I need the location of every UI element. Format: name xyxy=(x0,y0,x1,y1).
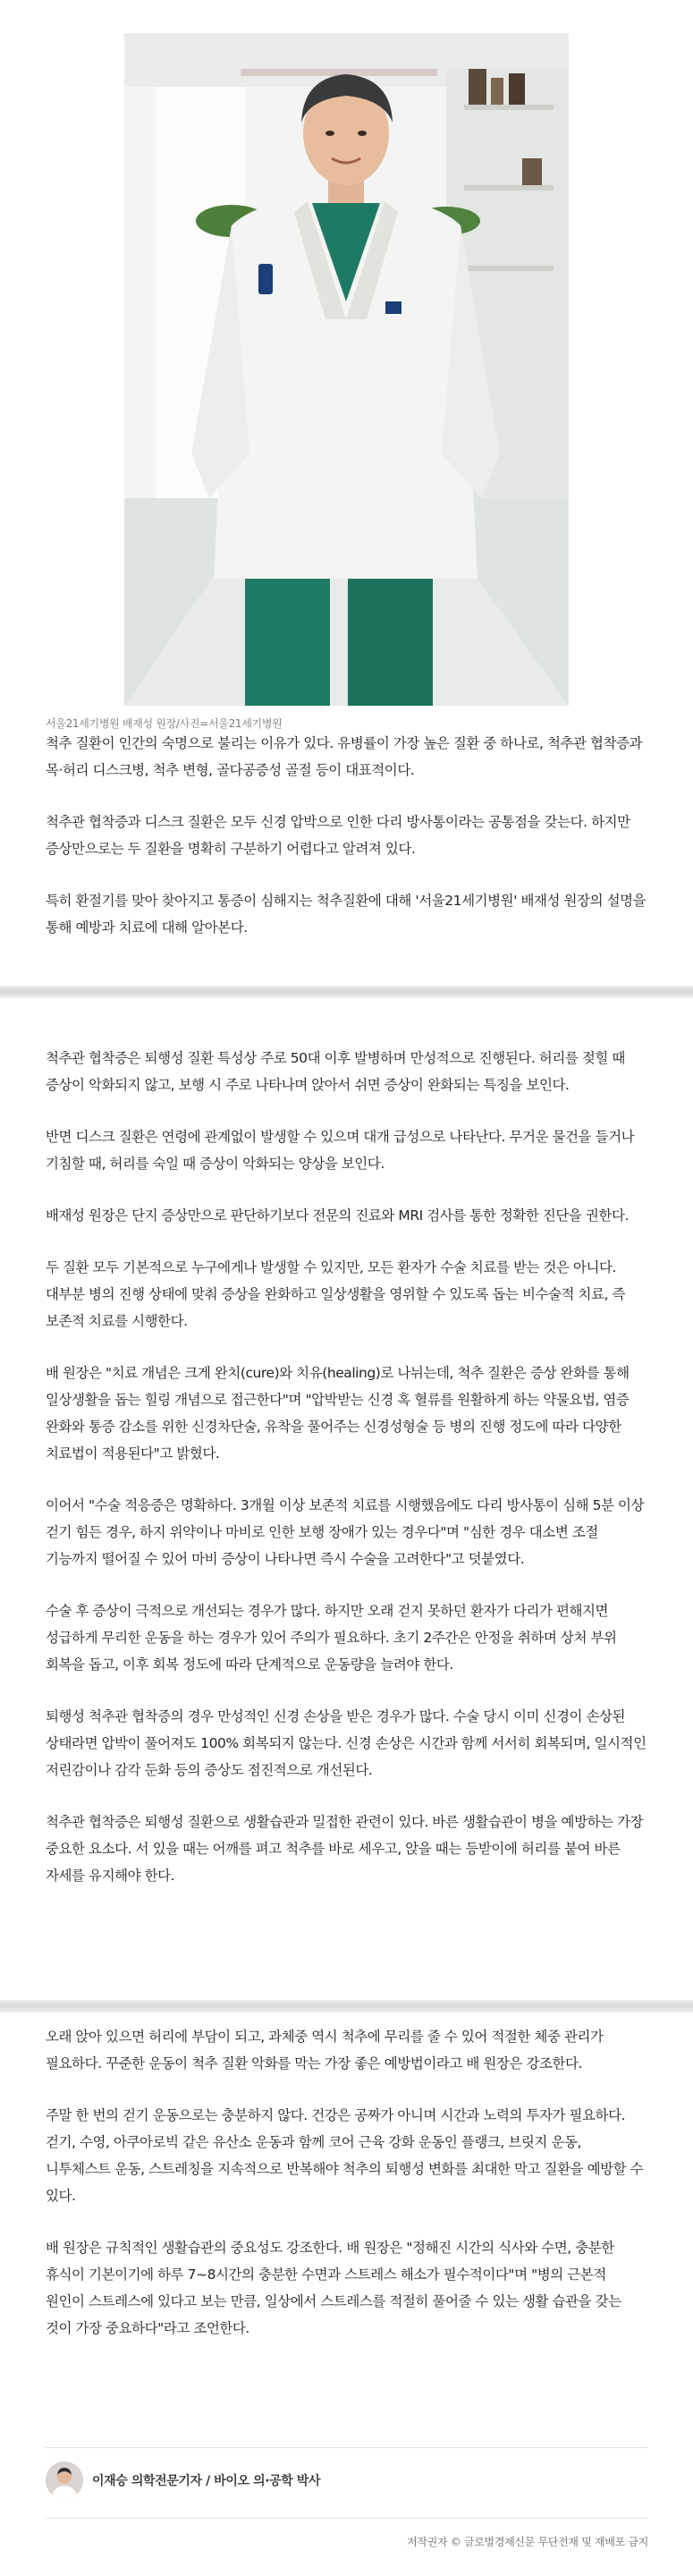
byline-bottom-divider xyxy=(46,2518,648,2519)
paragraph: 척추 질환이 인간의 숙명으로 불리는 이유가 있다. 유병률이 가장 높은 질환 중 하나로, 척추관 협착증과 목·허리 디스크병, 척추 변형, 골다공증성 골절 등이 대표적이다. xyxy=(46,735,643,778)
paragraph: 배 원장은 규칙적인 생활습관의 중요성도 강조한다. 배 원장은 "정해진 시간의 식사와 수면, 충분한 휴식이 기본이기에 하루 7~8시간의 충분한 수면과 스트레스 해소가 필수적이다"며 "병의 근본적 원인이 스트레스에 있다고 보는 만큼, 일상에서 스트레스를 적절히 풀어줄 수 있는 생활 습관을 갖는 것이 가장 중요하다"라고 조언한다. xyxy=(46,2240,621,2336)
paragraph: 수술 후 증상이 극적으로 개선되는 경우가 많다. 하지만 오래 걷지 못하던 환자가 다리가 편해지면 성급하게 무리한 운동을 하는 경우가 있어 주의가 필요하다. 초기 2주간은 안정을 취하며 상처 부위 회복을 돕고, 이후 회복 정도에 따라 단계적으로 운동량을 늘려야 한다. xyxy=(46,1603,617,1673)
paragraph: 배 원장은 "치료 개념은 크게 완치(cure)와 치유(healing)로 나뉘는데, 척추 질환은 증상 완화를 통해 일상생활을 돕는 힐링 개념으로 접근한다"며 "압박받는 신경 혹 혈류를 원활하게 하는 약물요법, 염증 완화와 통증 감소를 위한 신경차단술, 유착을 풀어주는 신경성형술 등 병의 진행 정도에 따라 다양한 치료법이 적용된다"고 밝혔다. xyxy=(46,1365,630,1462)
article-section-1 xyxy=(46,730,648,966)
paragraph: 주말 한 번의 걷기 운동으로는 충분하지 않다. 건강은 공짜가 아니며 시간과 노력의 투자가 필요하다. 걷기, 수영, 아쿠아로빅 같은 유산소 운동과 함께 코어 근육 강화 운동인 플랭크, 브릿지 운동, 니투체스트 운동, 스트레칭을 지속적으로 반복해야 척추의 퇴행성 변화를 최대한 막고 질환을 예방할 수 있다. xyxy=(46,2107,644,2204)
photo-caption: 서울21세기병원 배재성 원장/사진=서울21세기병원 xyxy=(46,717,283,730)
paragraph: 오래 앉아 있으면 허리에 부담이 되고, 과체중 역시 척추에 무리를 줄 수 있어 적절한 체중 관리가 필요하다. 꾸준한 운동이 척추 질환 악화를 막는 가장 좋은 예방법이라고 배 원장은 강조한다. xyxy=(46,2029,604,2072)
section-divider xyxy=(0,986,693,998)
article-section-3 xyxy=(46,2023,648,2367)
article-section-2 xyxy=(46,1045,648,1914)
paragraph: 척추관 협착증은 퇴행성 질환으로 생활습관과 밀접한 관련이 있다. 바른 생활습관이 병을 예방하는 가장 중요한 요소다. 서 있을 때는 어깨를 펴고 척추를 바로 세우고, 앉을 때는 등받이에 허리를 붙여 바른 자세를 유지해야 한다. xyxy=(46,1814,644,1884)
byline-divider xyxy=(46,2447,648,2448)
paragraph: 두 질환 모두 기본적으로 누구에게나 발생할 수 있지만, 모든 환자가 수술 치료를 받는 것은 아니다. 대부분 병의 진행 상태에 맞춰 증상을 완화하고 일상생활을 영위할 수 있도록 돕는 비수술적 치료, 즉 보존적 치료를 시행한다. xyxy=(46,1259,626,1329)
paragraph: 척추관 협착증과 디스크 질환은 모두 신경 압박으로 인한 다리 방사통이라는 공통점을 갖는다. 하지만 증상만으로는 두 질환을 명확히 구분하기 어렵다고 알려져 있다. xyxy=(46,814,630,857)
byline[interactable] xyxy=(46,2458,320,2503)
paragraph: 반면 디스크 질환은 연령에 관계없이 발생할 수 있으며 대개 급성으로 나타난다. 무거운 물건을 들거나 기침할 때, 허리를 숙일 때 증상이 악화되는 양상을 보인다. xyxy=(46,1129,635,1172)
paragraph: 이어서 "수술 적응증은 명확하다. 3개월 이상 보존적 치료를 시행했음에도 다리 방사통이 심해 5분 이상 걷기 힘든 경우, 하지 위약이나 마비로 인한 보행 장애가 있는 경우다"며 "심한 경우 대소변 조절 기능까지 떨어질 수 있어 마비 증상이 나타나면 즉시 수술을 고려한다"고 덧붙였다. xyxy=(46,1497,645,1567)
paragraph: 척추관 협착증은 퇴행성 질환 특성상 주로 50대 이후 발병하며 만성적으로 진행된다. 허리를 젖힐 때 증상이 악화되지 않고, 보행 시 주로 나타나며 앉아서 쉬면 증상이 완화되는 특징을 보인다. xyxy=(46,1050,625,1093)
paragraph: 배재성 원장은 단지 증상만으로 판단하기보다 전문의 진료와 MRI 검사를 통한 정확한 진단을 권한다. xyxy=(46,1208,629,1224)
paragraph: 특히 환절기를 맞아 찾아지고 통증이 심해지는 척추질환에 대해 '서울21세기병원' 배재성 원장의 설명을 통해 예방과 치료에 대해 알아본다. xyxy=(46,893,647,936)
paragraph: 퇴행성 척추관 협착증의 경우 만성적인 신경 손상을 받은 경우가 많다. 수술 당시 이미 신경이 손상된 상태라면 압박이 풀어져도 100% 회복되지 않는다. 신경 손상은 시간과 함께 서서히 회복되며, 일시적인 저린감이나 감각 둔화 등의 증상도 점진적으로 개선된다. xyxy=(46,1708,647,1778)
copyright-notice: 저작권자 © 글로벌경제신문 무단전재 및 재배포 금지 xyxy=(407,2536,648,2548)
section-divider xyxy=(0,2000,693,2012)
author-avatar-icon xyxy=(46,2462,83,2499)
article-photo xyxy=(124,33,569,706)
author-name[interactable]: 이재승 의학전문기자 / 바이오 의·공학 박사 xyxy=(92,2474,321,2488)
